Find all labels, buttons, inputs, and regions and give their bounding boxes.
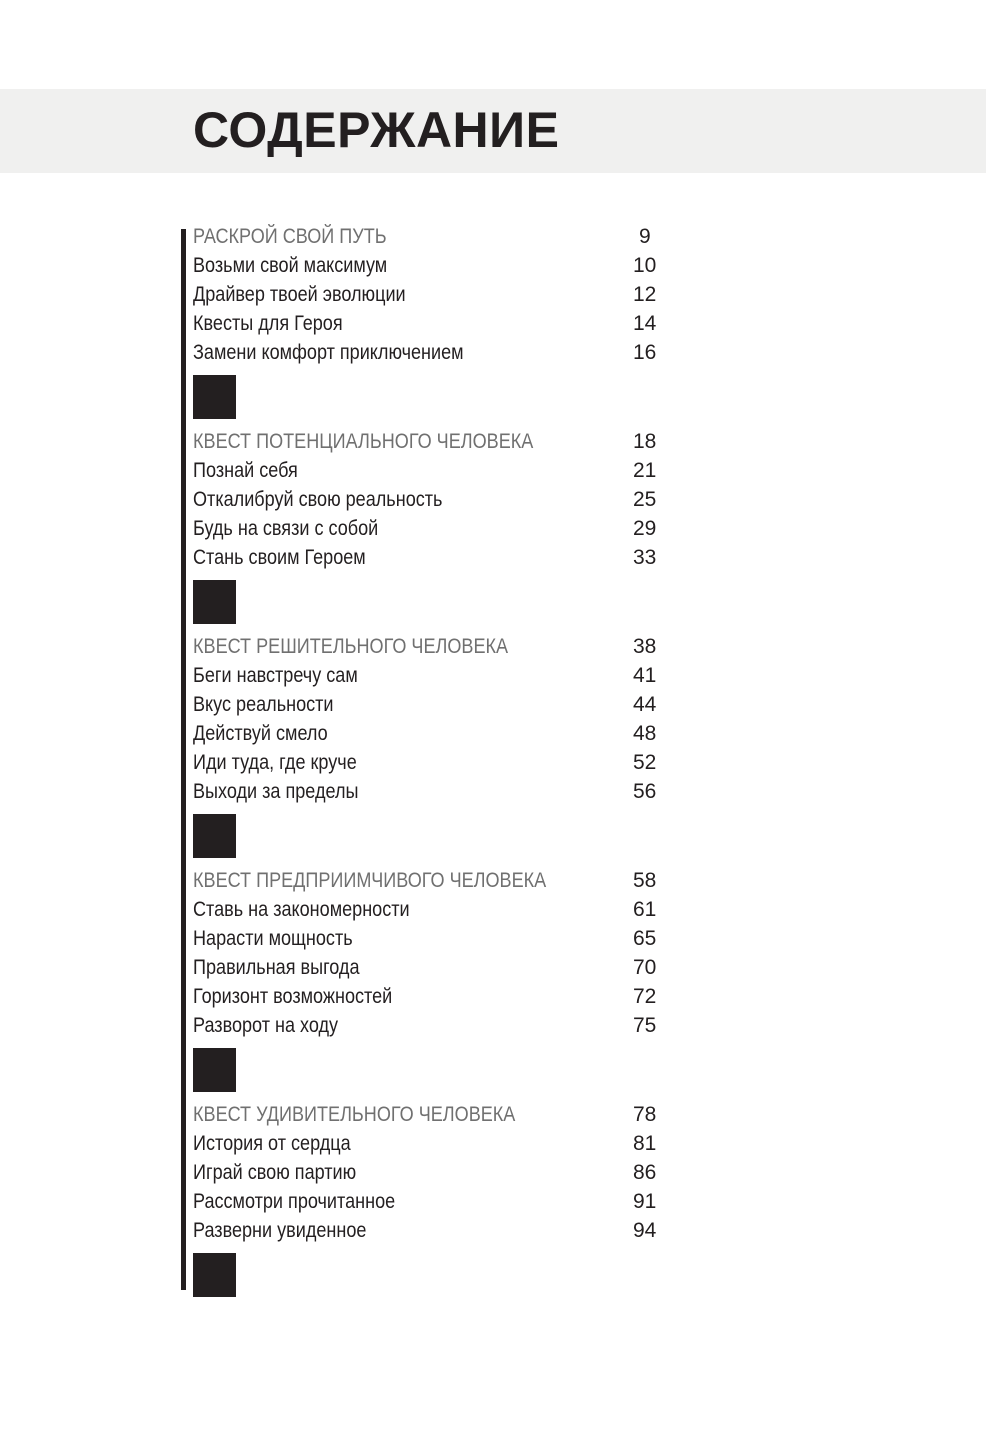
section-marker-square [193, 375, 236, 419]
toc-entry[interactable] [193, 280, 673, 309]
toc-entry[interactable] [193, 251, 673, 280]
section-heading-page: 9 [639, 225, 651, 248]
toc-entry-title: Иди туда, где круче [193, 751, 357, 774]
toc-vertical-rule [181, 229, 186, 1290]
toc-entry-title: Познай себя [193, 459, 298, 482]
toc-section [193, 632, 673, 858]
toc-section [193, 222, 673, 419]
section-marker-square [193, 814, 236, 858]
section-heading[interactable] [193, 222, 673, 251]
section-heading-page: 58 [633, 869, 657, 892]
section-heading[interactable] [193, 427, 673, 456]
toc-entry-title: Разверни увиденное [193, 1219, 367, 1242]
toc-entry[interactable] [193, 485, 673, 514]
toc-entry-title: История от сердца [193, 1132, 351, 1155]
section-heading-page: 78 [633, 1103, 657, 1126]
toc-entry-page: 12 [633, 283, 657, 306]
toc-entry-page: 75 [633, 1014, 657, 1037]
toc-entry-page: 61 [633, 898, 657, 921]
toc-entry[interactable] [193, 338, 673, 367]
toc-entry[interactable] [193, 1187, 673, 1216]
toc-entry-title: Вкус реальности [193, 693, 334, 716]
toc-entry-page: 94 [633, 1219, 657, 1242]
section-marker-square [193, 1048, 236, 1092]
section-heading[interactable] [193, 866, 673, 895]
section-marker-square [193, 580, 236, 624]
toc-entry[interactable] [193, 924, 673, 953]
toc-entry-page: 52 [633, 751, 657, 774]
toc-entry-title: Выходи за пределы [193, 780, 359, 803]
section-heading-title: КВЕСТ ПОТЕНЦИАЛЬНОГО ЧЕЛОВЕКА [193, 430, 534, 453]
toc-entry-title: Беги навстречу сам [193, 664, 358, 687]
toc-entry-page: 91 [633, 1190, 657, 1213]
toc-entry-page: 44 [633, 693, 657, 716]
toc-entry-title: Стань своим Героем [193, 546, 366, 569]
toc-entry-title: Играй свою партию [193, 1161, 357, 1184]
toc-entry[interactable] [193, 309, 673, 338]
toc-entry[interactable] [193, 982, 673, 1011]
toc-entry-title: Нарасти мощность [193, 927, 353, 950]
section-marker-square [193, 1253, 236, 1297]
toc-entry[interactable] [193, 690, 673, 719]
toc-entry-page: 86 [633, 1161, 657, 1184]
page-title: СОДЕРЖАНИЕ [193, 102, 560, 158]
toc-entry-page: 25 [633, 488, 657, 511]
toc-entry[interactable] [193, 953, 673, 982]
toc-entry[interactable] [193, 777, 673, 806]
toc-entry-page: 41 [633, 664, 657, 687]
toc-section [193, 866, 673, 1092]
section-heading-title: КВЕСТ РЕШИТЕЛЬНОГО ЧЕЛОВЕКА [193, 635, 509, 658]
toc-entry-page: 33 [633, 546, 657, 569]
toc-entry-page: 72 [633, 985, 657, 1008]
toc-entry-title: Правильная выгода [193, 956, 360, 979]
toc-entry[interactable] [193, 1129, 673, 1158]
toc-entry-title: Ставь на закономерности [193, 898, 410, 921]
toc-section [193, 427, 673, 624]
table-of-contents [193, 222, 673, 1305]
toc-entry[interactable] [193, 1158, 673, 1187]
toc-entry[interactable] [193, 748, 673, 777]
toc-entry-page: 14 [633, 312, 657, 335]
toc-entry-page: 29 [633, 517, 657, 540]
toc-entry-title: Драйвер твоей эволюции [193, 283, 406, 306]
toc-entry[interactable] [193, 719, 673, 748]
toc-entry-page: 70 [633, 956, 657, 979]
toc-entry-title: Действуй смело [193, 722, 328, 745]
toc-entry-page: 16 [633, 341, 657, 364]
toc-entry[interactable] [193, 661, 673, 690]
section-heading-title: КВЕСТ УДИВИТЕЛЬНОГО ЧЕЛОВЕКА [193, 1103, 516, 1126]
toc-entry-title: Замени комфорт приключением [193, 341, 464, 364]
section-heading[interactable] [193, 1100, 673, 1129]
toc-entry[interactable] [193, 456, 673, 485]
section-heading[interactable] [193, 632, 673, 661]
toc-entry-title: Возьми свой максимум [193, 254, 388, 277]
toc-entry-page: 65 [633, 927, 657, 950]
toc-section [193, 1100, 673, 1297]
toc-entry-title: Рассмотри прочитанное [193, 1190, 396, 1213]
toc-entry-page: 10 [633, 254, 657, 277]
toc-entry[interactable] [193, 895, 673, 924]
section-heading-title: КВЕСТ ПРЕДПРИИМЧИВОГО ЧЕЛОВЕКА [193, 869, 547, 892]
section-heading-page: 18 [633, 430, 657, 453]
toc-entry-page: 21 [633, 459, 657, 482]
section-heading-page: 38 [633, 635, 657, 658]
toc-entry[interactable] [193, 1011, 673, 1040]
toc-entry-title: Горизонт возможностей [193, 985, 393, 1008]
toc-entry-page: 81 [633, 1132, 657, 1155]
toc-entry-page: 56 [633, 780, 657, 803]
toc-entry-title: Квесты для Героя [193, 312, 343, 335]
toc-entry-title: Откалибруй свою реальность [193, 488, 443, 511]
toc-entry[interactable] [193, 543, 673, 572]
toc-entry-title: Разворот на ходу [193, 1014, 339, 1037]
toc-entry[interactable] [193, 1216, 673, 1245]
toc-entry[interactable] [193, 514, 673, 543]
toc-entry-page: 48 [633, 722, 657, 745]
toc-entry-title: Будь на связи с собой [193, 517, 379, 540]
section-heading-title: РАСКРОЙ СВОЙ ПУТЬ [193, 225, 387, 248]
